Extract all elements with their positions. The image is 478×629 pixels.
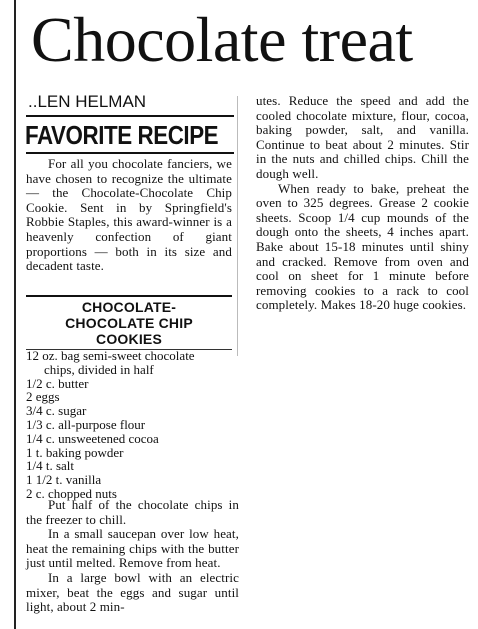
ingredient-item: 1 t. baking powder <box>26 444 124 460</box>
directions-left-column <box>26 498 239 615</box>
section-kicker: FAVORITE RECIPE <box>25 120 219 150</box>
recipe-title-line-1: CHOCOLATE- <box>81 299 177 315</box>
direction-paragraph: In a large bowl with an electric mixer, beat the eggs and sugar until light, about 2 min- <box>26 569 239 615</box>
kicker-rule <box>26 152 234 154</box>
ingredient-item: 1 1/2 t. vanilla <box>26 472 102 488</box>
ingredient-item: 12 oz. bag semi-sweet chocolate <box>26 348 195 363</box>
ingredient-item: 1/4 c. unsweetened cocoa <box>26 430 159 446</box>
ingredient-item: 1/4 t. salt <box>26 458 75 474</box>
ingredient-item: 1/3 c. all-purpose flour <box>26 416 146 432</box>
ingredient-item: 1/2 c. butter <box>26 375 89 391</box>
recipe-title-line-2: CHOCOLATE CHIP <box>65 315 193 331</box>
direction-paragraph: When ready to bake, preheat the oven to 325 degrees. Grease 2 cookie sheets. Scoop 1/4 cup mounds of the dough onto the sheets, 4 inches apart. Bake about 15-18 minutes until shiny and cracked. Remove from oven and cool on sheet for 1 minute before removing cookies to a rack to cool completely. Makes 18-20 huge cookies. <box>256 180 469 313</box>
intro-paragraph: For all you chocolate fanciers, we have chosen to recognize the ultimate — the Chocolate-Chocolate Chip Cookie. Sent in by Springfield's Robbie Staples, this award-winner is a heavenly confection of giant proportions — both in its size and decadent taste. <box>26 156 232 274</box>
intro-paragraph-block <box>26 157 232 274</box>
column-divider <box>237 96 238 356</box>
direction-paragraph: In a small saucepan over low heat, heat the remaining chips with the butter just until melted. Remove from heat. <box>26 526 239 571</box>
ingredient-item: chips, divided in half <box>44 361 154 377</box>
byline: ..LEN HELMAN <box>28 92 147 111</box>
left-column-rule <box>14 0 16 629</box>
directions-right-column <box>256 94 469 313</box>
ingredient-list <box>26 349 240 501</box>
ingredient-item: 2 c. chopped nuts <box>26 485 117 501</box>
recipe-title-line-3: COOKIES <box>96 331 162 347</box>
direction-paragraph: utes. Reduce the speed and add the cooled chocolate mixture, flour, cocoa, baking powder, salt, and vanilla. Continue to beat about 2 minutes. Stir in the nuts and chilled chips. Chill the dough well. <box>256 93 469 181</box>
ingredient-item: 3/4 c. sugar <box>26 403 87 419</box>
byline-rule <box>26 115 234 117</box>
ingredient-item: 2 eggs <box>26 389 60 405</box>
headline: Chocolate treat <box>31 4 413 75</box>
direction-paragraph: Put half of the chocolate chips in the freezer to chill. <box>26 497 239 527</box>
recipe-title <box>26 295 232 350</box>
